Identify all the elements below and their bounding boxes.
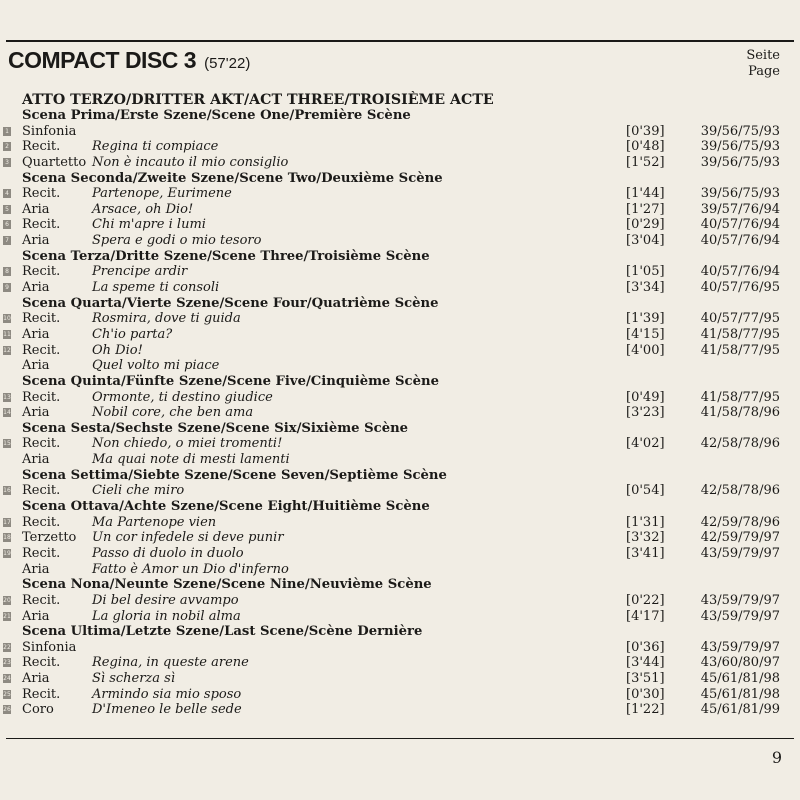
track-number-badge: 8 xyxy=(3,267,11,276)
track-duration: [3'41] xyxy=(626,545,665,561)
track-type: Aria xyxy=(22,358,50,374)
track-number-badge: 9 xyxy=(3,283,11,292)
track-duration: [0'30] xyxy=(626,686,665,702)
track-number-badge: 11 xyxy=(3,330,11,338)
track-row xyxy=(0,687,800,703)
track-row xyxy=(0,702,800,718)
scene-heading: Scena Quinta/Fünfte Szene/Scene Five/Cinquième Scène xyxy=(22,373,439,389)
track-title: La speme ti consoli xyxy=(92,280,220,296)
track-title: Oh Dio! xyxy=(92,342,143,358)
tracklist xyxy=(0,108,800,718)
track-number-badge: 20 xyxy=(3,596,11,604)
track-row xyxy=(0,327,800,343)
track-pages: 41/58/77/95 xyxy=(700,342,780,358)
track-pages: 42/59/79/97 xyxy=(700,530,780,546)
scene-heading: Scena Seconda/Zweite Szene/Scene Two/Deuxième Scène xyxy=(22,170,443,186)
track-pages: 41/58/77/95 xyxy=(700,389,780,405)
track-title: Rosmira, dove ti guida xyxy=(92,311,241,327)
track-type: Recit. xyxy=(22,655,61,671)
track-duration: [0'39] xyxy=(626,123,665,139)
scene-heading-row xyxy=(0,374,800,390)
scene-heading-row xyxy=(0,499,800,515)
track-number-badge: 4 xyxy=(3,189,11,198)
track-type: Coro xyxy=(22,702,54,718)
track-row xyxy=(0,671,800,687)
track-pages: 39/56/75/93 xyxy=(700,154,780,170)
track-pages: 40/57/76/94 xyxy=(700,217,780,233)
track-pages: 42/58/78/96 xyxy=(700,483,780,499)
track-duration: [1'22] xyxy=(626,702,665,718)
track-type: Aria xyxy=(22,405,50,421)
track-type: Recit. xyxy=(22,186,61,202)
track-title: Chi m'apre i lumi xyxy=(92,217,206,233)
track-duration: [0'36] xyxy=(626,639,665,655)
track-type: Recit. xyxy=(22,686,61,702)
track-title: Sì scherza sì xyxy=(92,671,175,687)
track-number-badge: 21 xyxy=(3,612,11,620)
track-row xyxy=(0,405,800,421)
track-row xyxy=(0,593,800,609)
scene-heading: Scena Ultima/Letzte Szene/Last Scene/Scène Dernière xyxy=(22,624,423,640)
track-number-badge: 10 xyxy=(3,315,11,323)
track-pages: 39/57/76/94 xyxy=(700,201,780,217)
track-type: Terzetto xyxy=(22,530,77,546)
track-number-badge: 3 xyxy=(3,158,11,167)
track-title: Prencipe ardir xyxy=(92,264,188,280)
scene-heading-row xyxy=(0,249,800,265)
track-title: Regina, in queste arene xyxy=(92,655,249,671)
track-row xyxy=(0,562,800,578)
track-row xyxy=(0,264,800,280)
track-number-badge: 26 xyxy=(3,706,11,714)
track-row xyxy=(0,124,800,140)
track-title: Quel volto mi piace xyxy=(92,358,220,374)
track-pages: 40/57/76/94 xyxy=(700,233,780,249)
track-title: Ma quai note di mesti lamenti xyxy=(92,452,290,468)
track-pages: 45/61/81/98 xyxy=(700,686,780,702)
track-row xyxy=(0,640,800,656)
scene-heading: Scena Ottava/Achte Szene/Scene Eight/Huitième Scène xyxy=(22,499,430,515)
track-pages: 43/60/80/97 xyxy=(700,655,780,671)
track-title: Spera e godi o mio tesoro xyxy=(92,233,262,249)
disc-title xyxy=(8,46,250,78)
track-row xyxy=(0,217,800,233)
page-column-header xyxy=(746,48,780,80)
track-duration: [0'22] xyxy=(626,592,665,608)
track-number-badge: 5 xyxy=(3,205,11,214)
track-number-badge: 24 xyxy=(3,675,11,683)
page-number: 9 xyxy=(771,748,782,767)
track-type: Recit. xyxy=(22,342,61,358)
track-pages: 43/59/79/97 xyxy=(700,639,780,655)
track-title: Di bel desire avvampo xyxy=(92,592,239,608)
track-number-badge: 6 xyxy=(3,220,11,229)
track-pages: 40/57/76/95 xyxy=(700,280,780,296)
track-type: Recit. xyxy=(22,217,61,233)
track-duration: [0'49] xyxy=(626,389,665,405)
track-duration: [4'15] xyxy=(626,326,665,342)
track-duration: [3'44] xyxy=(626,655,665,671)
track-title: Fatto è Amor un Dio d'inferno xyxy=(92,561,289,577)
track-row xyxy=(0,280,800,296)
track-title: Un cor infedele si deve punir xyxy=(92,530,284,546)
track-duration: [3'51] xyxy=(626,671,665,687)
track-row xyxy=(0,155,800,171)
track-type: Recit. xyxy=(22,264,61,280)
track-row xyxy=(0,436,800,452)
track-number-badge: 13 xyxy=(3,393,11,401)
track-number-badge: 23 xyxy=(3,659,11,667)
track-type: Recit. xyxy=(22,483,61,499)
track-row xyxy=(0,515,800,531)
track-duration: [4'00] xyxy=(626,342,665,358)
scene-heading-row xyxy=(0,468,800,484)
track-number-badge: 22 xyxy=(3,643,11,651)
track-duration: [3'32] xyxy=(626,530,665,546)
scene-heading-row xyxy=(0,296,800,312)
track-pages: 45/61/81/99 xyxy=(700,702,780,718)
track-duration: [0'54] xyxy=(626,483,665,499)
scene-heading-row xyxy=(0,108,800,124)
track-pages: 42/58/78/96 xyxy=(700,436,780,452)
track-title: Nobil core, che ben ama xyxy=(92,405,254,421)
track-duration: [1'27] xyxy=(626,201,665,217)
track-number-badge: 25 xyxy=(3,690,11,698)
track-duration: [1'05] xyxy=(626,264,665,280)
track-number-badge: 19 xyxy=(3,549,11,557)
track-row xyxy=(0,609,800,625)
scene-heading: Scena Nona/Neunte Szene/Scene Nine/Neuvième Scène xyxy=(22,577,432,593)
track-title: Ma Partenope vien xyxy=(92,514,217,530)
track-pages: 39/56/75/93 xyxy=(700,139,780,155)
track-row xyxy=(0,452,800,468)
track-type: Recit. xyxy=(22,545,61,561)
track-number-badge: 14 xyxy=(3,409,11,417)
track-row xyxy=(0,530,800,546)
page-label: Page xyxy=(748,64,780,79)
track-title: Non chiedo, o miei tromenti! xyxy=(92,436,283,452)
track-duration: [4'02] xyxy=(626,436,665,452)
track-number-badge: 7 xyxy=(3,236,11,245)
track-duration: [1'44] xyxy=(626,186,665,202)
track-row xyxy=(0,655,800,671)
track-number-badge: 17 xyxy=(3,518,11,526)
track-pages: 40/57/76/94 xyxy=(700,264,780,280)
scene-heading: Scena Terza/Dritte Szene/Scene Three/Troisième Scène xyxy=(22,248,430,264)
track-row xyxy=(0,546,800,562)
track-title: La gloria in nobil alma xyxy=(92,608,241,624)
track-duration: [1'31] xyxy=(626,514,665,530)
track-title: Partenope, Eurimene xyxy=(92,186,232,202)
track-pages: 39/56/75/93 xyxy=(700,123,780,139)
track-title: Arsace, oh Dio! xyxy=(92,201,194,217)
track-duration: [4'17] xyxy=(626,608,665,624)
track-pages: 39/56/75/93 xyxy=(700,186,780,202)
track-row xyxy=(0,483,800,499)
scene-heading: Scena Quarta/Vierte Szene/Scene Four/Quatrième Scène xyxy=(22,295,439,311)
track-number-badge: 16 xyxy=(3,487,11,495)
scene-heading-row xyxy=(0,171,800,187)
track-type: Recit. xyxy=(22,139,61,155)
track-pages: 43/59/79/97 xyxy=(700,608,780,624)
scene-heading: Scena Sesta/Sechste Szene/Scene Six/Sixième Scène xyxy=(22,420,409,436)
track-number-badge: 18 xyxy=(3,534,11,542)
track-row xyxy=(0,358,800,374)
track-title: Cieli che miro xyxy=(92,483,185,499)
track-row xyxy=(0,311,800,327)
track-type: Aria xyxy=(22,201,50,217)
disc-duration: (57'22) xyxy=(204,55,251,72)
track-duration: [3'23] xyxy=(626,405,665,421)
scene-heading: Scena Settima/Siebte Szene/Scene Seven/Septième Scène xyxy=(22,467,447,483)
track-duration: [3'04] xyxy=(626,233,665,249)
track-row xyxy=(0,233,800,249)
track-title: Passo di duolo in duolo xyxy=(92,545,244,561)
top-rule xyxy=(6,40,794,42)
track-type: Recit. xyxy=(22,311,61,327)
scene-heading-row xyxy=(0,421,800,437)
track-type: Sinfonia xyxy=(22,639,77,655)
track-row xyxy=(0,343,800,359)
track-title: Non è incauto il mio consiglio xyxy=(92,154,289,170)
track-type: Recit. xyxy=(22,514,61,530)
scene-heading: Scena Prima/Erste Szene/Scene One/Première Scène xyxy=(22,108,411,123)
track-pages: 42/59/78/96 xyxy=(700,514,780,530)
track-number-badge: 1 xyxy=(3,127,11,136)
track-type: Quartetto xyxy=(22,154,87,170)
track-row xyxy=(0,186,800,202)
track-number-badge: 12 xyxy=(3,346,11,354)
track-duration: [0'29] xyxy=(626,217,665,233)
track-duration: [3'34] xyxy=(626,280,665,296)
track-number-badge: 2 xyxy=(3,142,11,151)
track-pages: 41/58/78/96 xyxy=(700,405,780,421)
track-row xyxy=(0,390,800,406)
track-pages: 43/59/79/97 xyxy=(700,592,780,608)
bottom-rule xyxy=(6,738,794,739)
disc-title-text: COMPACT DISC 3 xyxy=(8,47,197,73)
track-type: Sinfonia xyxy=(22,123,77,139)
track-title: Armindo sia mio sposo xyxy=(92,686,242,702)
track-title: D'Imeneo le belle sede xyxy=(92,702,242,718)
track-type: Aria xyxy=(22,561,50,577)
track-title: Ormonte, ti destino giudice xyxy=(92,389,273,405)
track-pages: 40/57/77/95 xyxy=(700,311,780,327)
track-duration: [1'52] xyxy=(626,154,665,170)
track-row xyxy=(0,202,800,218)
track-type: Aria xyxy=(22,280,50,296)
track-type: Aria xyxy=(22,326,50,342)
track-row xyxy=(0,139,800,155)
track-type: Aria xyxy=(22,452,50,468)
track-type: Recit. xyxy=(22,592,61,608)
track-title: Ch'io parta? xyxy=(92,326,173,342)
track-duration: [1'39] xyxy=(626,311,665,327)
track-type: Aria xyxy=(22,233,50,249)
track-number-badge: 15 xyxy=(3,440,11,448)
track-pages: 45/61/81/98 xyxy=(700,671,780,687)
scene-heading-row xyxy=(0,624,800,640)
track-pages: 41/58/77/95 xyxy=(700,326,780,342)
track-type: Recit. xyxy=(22,389,61,405)
track-duration: [0'48] xyxy=(626,139,665,155)
seite-label: Seite xyxy=(746,48,780,63)
track-pages: 43/59/79/97 xyxy=(700,545,780,561)
scene-heading-row xyxy=(0,577,800,593)
track-type: Recit. xyxy=(22,436,61,452)
track-type: Aria xyxy=(22,671,50,687)
act-title: ATTO TERZO/DRITTER AKT/ACT THREE/TROISIÈME ACTE xyxy=(22,92,494,108)
track-type: Aria xyxy=(22,608,50,624)
track-title: Regina ti compiace xyxy=(92,139,219,155)
